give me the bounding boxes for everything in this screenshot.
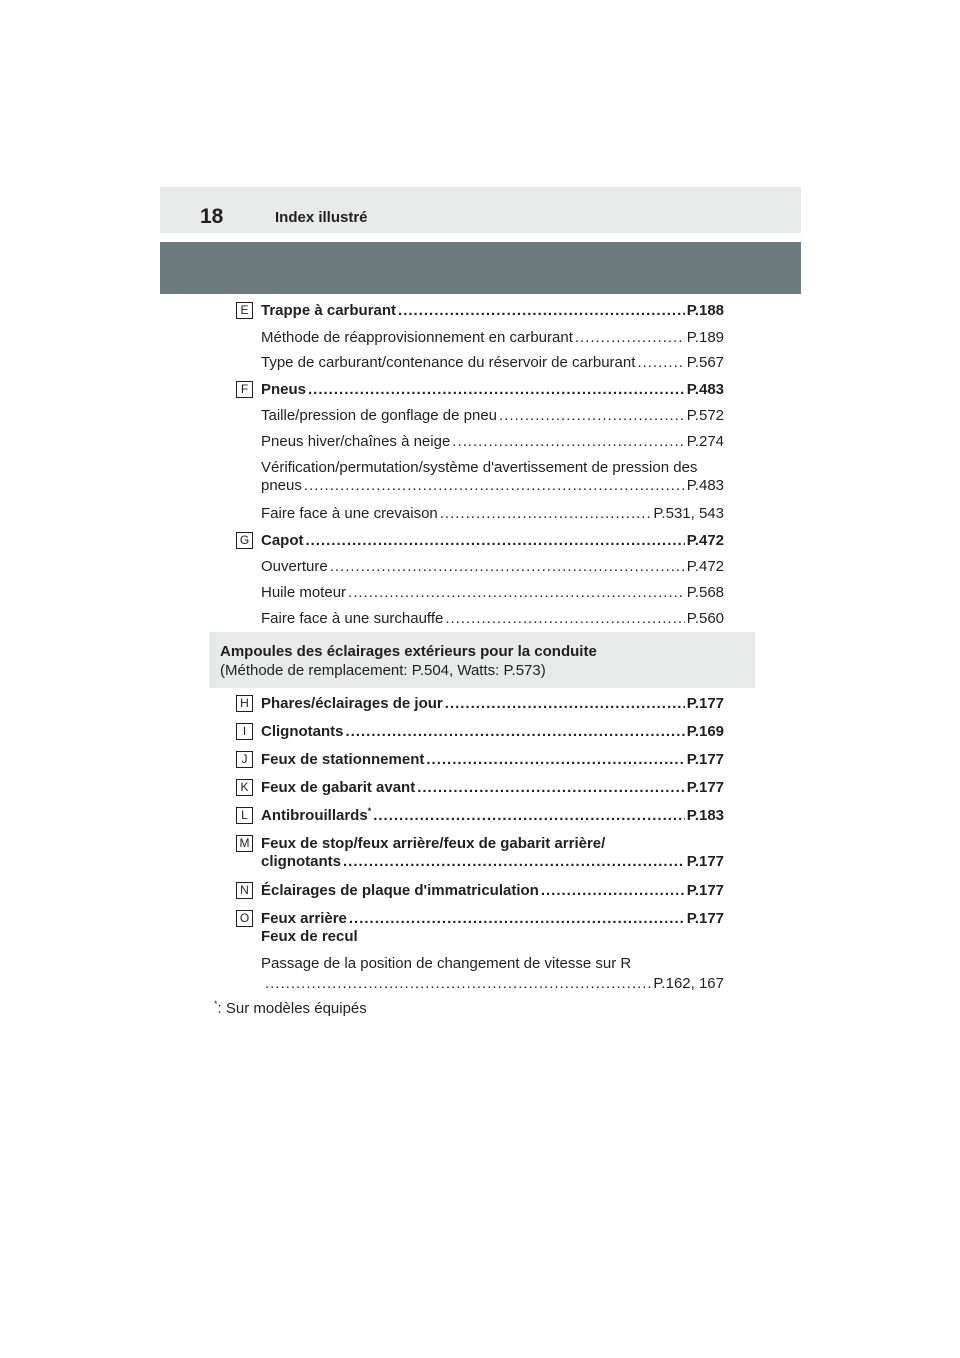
entry-page: P.472	[686, 558, 724, 575]
lamps-box-title: Ampoules des éclairages extérieurs pour la conduite	[220, 643, 597, 660]
entry-label: Faire face à une surchauffe	[261, 610, 444, 627]
entry-label	[261, 807, 371, 825]
entry-hood	[261, 532, 724, 550]
badge-k: K	[236, 779, 253, 796]
entry-label: Ouverture	[261, 558, 328, 575]
entry-page: P.169	[686, 723, 724, 740]
entry-label: Faire face à une crevaison	[261, 505, 438, 522]
entry-page: P.177	[686, 882, 724, 899]
entry-label: Passage de la position de changement de vitesse sur R	[261, 955, 632, 972]
entry-label: Pneus hiver/chaînes à neige	[261, 433, 451, 450]
entry-page: P.162, 167	[653, 975, 724, 992]
entry-page: P.483	[686, 381, 724, 398]
entry-tire-check	[261, 459, 724, 495]
badge-m: M	[236, 835, 253, 852]
entry-headlights	[261, 695, 724, 713]
entry-page: P.274	[686, 433, 724, 450]
lamps-box-subtitle: (Méthode de remplacement: P.504, Watts: P.573)	[220, 662, 546, 679]
entry-label: Phares/éclairages de jour	[261, 695, 443, 712]
entry-page: P.177	[686, 853, 724, 870]
entry-label-text: Antibrouillards	[261, 807, 368, 824]
badge-j: J	[236, 751, 253, 768]
entry-turn-signals	[261, 723, 724, 741]
entry-label: Vérification/permutation/système d'avertissement de pression des	[261, 459, 698, 476]
entry-label: Capot	[261, 532, 304, 549]
entry-label: Feux de stop/feux arrière/feux de gabarit arrière/	[261, 835, 606, 852]
entry-label: Trappe à carburant	[261, 302, 397, 319]
badge-h: H	[236, 695, 253, 712]
entry-page: P.560	[686, 610, 724, 627]
footnote-marker: *	[367, 806, 372, 816]
entry-page: P.567	[686, 354, 724, 371]
section-title: Index illustré	[275, 209, 368, 226]
entry-fuel-door	[261, 302, 724, 320]
entry-page: P.572	[686, 407, 724, 424]
entry-page: P.483	[686, 477, 724, 494]
footnote-text: : Sur modèles équipés	[217, 1000, 367, 1017]
badge-e: E	[236, 302, 253, 319]
badge-f: F	[236, 381, 253, 398]
entry-engine-oil	[261, 584, 724, 602]
badge-i: I	[236, 723, 253, 740]
entry-rear-lights	[261, 910, 724, 946]
entry-shift-to-reverse	[261, 955, 724, 973]
badge-l: L	[236, 807, 253, 824]
entry-label: Feux arrière	[261, 910, 347, 927]
entry-overheating	[261, 610, 724, 628]
entry-license-plate-lights	[261, 882, 724, 900]
entry-page: P.177	[686, 910, 724, 927]
entry-page: P.177	[686, 695, 724, 712]
page-number: 18	[200, 205, 224, 228]
entry-label: Feux de gabarit avant	[261, 779, 416, 796]
entry-flat-tire	[261, 505, 724, 523]
entry-label-continued: pneus	[261, 477, 302, 494]
entry-label: Éclairages de plaque d'immatriculation	[261, 882, 539, 899]
entry-page: P.177	[686, 751, 724, 768]
entry-page: P.183	[686, 807, 724, 824]
header-banner	[160, 242, 801, 294]
badge-g: G	[236, 532, 253, 549]
entry-label: Type de carburant/contenance du réservoir de carburant	[261, 354, 636, 371]
entry-shift-to-reverse-page	[265, 975, 724, 992]
entry-page: P.568	[686, 584, 724, 601]
entry-label: Huile moteur	[261, 584, 347, 601]
badge-o: O	[236, 910, 253, 927]
entry-label: Méthode de réapprovisionnement en carburant	[261, 329, 573, 346]
entry-label: Feux de stationnement	[261, 751, 425, 768]
entry-page: P.531, 543	[653, 505, 724, 522]
badge-n: N	[236, 882, 253, 899]
entry-fog-lights	[261, 807, 724, 825]
footnote	[214, 1000, 367, 1017]
entry-fuel-type	[261, 354, 724, 372]
entry-label: Clignotants	[261, 723, 344, 740]
footnote-mark: *	[214, 999, 218, 1009]
entry-page: P.177	[686, 779, 724, 796]
entry-opening	[261, 558, 724, 576]
entry-tire-pressure	[261, 407, 724, 425]
entry-page: P.188	[686, 302, 724, 319]
entry-stop-tail-lights	[261, 835, 724, 871]
entry-label-continued: Feux de recul	[261, 928, 358, 945]
entry-parking-lights	[261, 751, 724, 769]
entry-label: Taille/pression de gonflage de pneu	[261, 407, 498, 424]
entry-label: Pneus	[261, 381, 307, 398]
lamps-info-box	[209, 632, 755, 688]
entry-tires	[261, 381, 724, 399]
entry-front-side-markers	[261, 779, 724, 797]
entry-refuel-method	[261, 329, 724, 347]
entry-snow-chains	[261, 433, 724, 451]
entry-label-continued: clignotants	[261, 853, 342, 870]
entry-page: P.472	[686, 532, 724, 549]
page-header	[160, 187, 801, 233]
entry-page: P.189	[686, 329, 724, 346]
